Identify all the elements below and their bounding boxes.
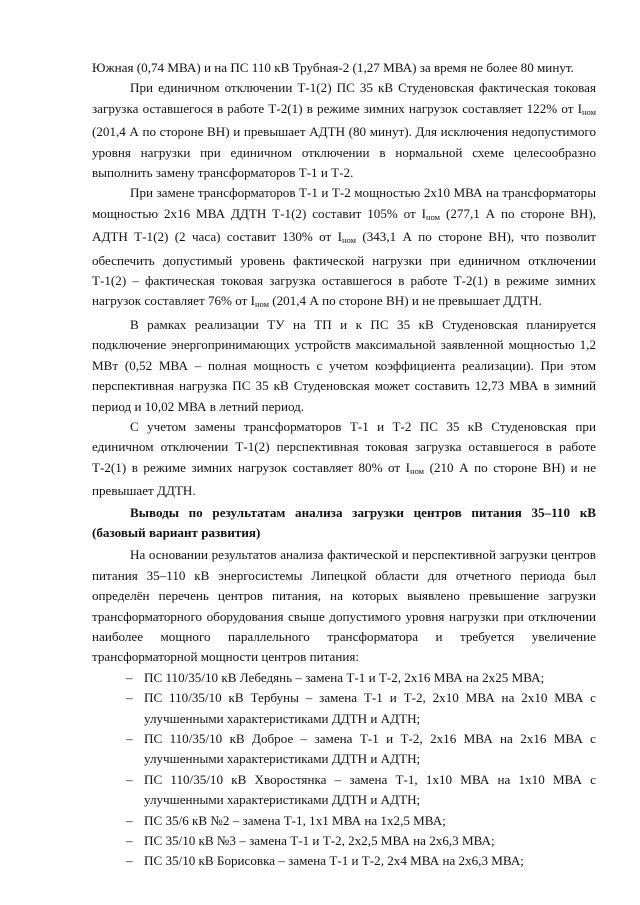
list-dash: – [126, 812, 133, 828]
body-text [92, 58, 596, 502]
paragraph: При замене трансформаторов Т-1 и Т-2 мощностью 2х10 МВА на трансформаторы мощностью 2х16 МВА ДДТН Т-1(2) составит 105% от $I_{ном}$ (277,1 А по стороне ВН), АДТН Т-1(2) (2 часа) составит 130% от $I_{ном}$ (343,1 А по стороне ВН), что позволит обеспечить допустимый уровень фактической нагрузки при единичном отключении Т-1(2) – фактическая токовая загрузка оставшегося в работе Т-2(1) в режиме зимних нагрузок составляет 76% от $I_{ном}$ (201,4 А по стороне ВН) и не превышает ДДТН. [92, 185, 597, 310]
list-item-text: ПС 35/6 кВ №2 – замена Т-1, 1х1 МВА на 1х2,5 МВА; [144, 812, 446, 828]
paragraph: В рамках реализации ТУ на ТП и к ПС 35 кВ Студеновская планируется подключение энергопринимающих устройств максимальной заявленной мощностью 1,2 МВт (0,52 МВА – полная мощность с учетом коэффициента реализации). При этом перспективная нагрузка ПС 35 кВ Студеновская может составить 12,73 МВА в зимний период и 10,02 МВА в летний период. [92, 316, 596, 414]
list-item-text: ПС 35/10 кВ Борисовка – замена Т-1 и Т-2, 2х4 МВА на 2х6,3 МВА; [144, 853, 524, 869]
list-item [92, 729, 596, 770]
list-item-text: ПС 110/35/10 кВ Тербуны – замена Т-1 и Т-2, 2х10 МВА на 2х10 МВА с улучшенными характеристиками ДДТН и АДТН; [144, 690, 596, 726]
intro-paragraph: На основании результатов анализа фактической и перспективной загрузки центров питания 35–110 кВ энергосистемы Липецкой области для отчетного периода был определён перечень центров питания, на которых выявлено превышение загрузки трансформаторного оборудования свыше допустимого уровня нагрузки при отключении наиболее мощного параллельного трансформатора и требуется увеличение трансформаторной мощности центров питания: [92, 547, 596, 665]
list-item [92, 811, 596, 831]
list-dash: – [126, 833, 133, 849]
paragraph: Южная (0,74 МВА) и на ПС 110 кВ Трубная-2 (1,27 МВА) за время не более 80 минут. [92, 60, 574, 75]
list-item-text: ПС 110/35/10 кВ Лебедянь – замена Т-1 и Т-2, 2х16 МВА на 2х25 МВА; [144, 669, 545, 685]
nominal-subscript: ном [426, 211, 441, 222]
list-item-text: ПС 35/10 кВ №3 – замена Т-1 и Т-2, 2х2,5 МВА на 2х6,3 МВА; [144, 833, 495, 849]
list-item [92, 688, 596, 729]
nominal-subscript: ном [341, 235, 356, 246]
list-item [92, 668, 596, 688]
list-item [92, 770, 596, 811]
list-dash: – [126, 731, 133, 746]
nominal-subscript: ном [581, 106, 596, 117]
list-dash: – [126, 669, 133, 685]
nominal-subscript: ном [410, 465, 425, 476]
paragraph: При единичном отключении Т-1(2) ПС 35 кВ Студеновская фактическая токовая загрузка оставшегося в работе Т-2(1) в режиме зимних нагрузок составляет 122% от $I_{ном}$ (201,4 А по стороне ВН) и превышает АДТН (80 минут). Для исключения недопустимого уровня нагрузки при единичном отключении в нормальной схеме целесообразно выполнить замену трансформаторов Т-1 и Т-2. [92, 80, 596, 181]
list-item-text: ПС 110/35/10 кВ Хворостянка – замена Т-1, 1х10 МВА на 1х10 МВА с улучшенными характеристиками ДДТН и АДТН; [144, 771, 596, 808]
paragraph: С учетом замены трансформаторов Т-1 и Т-2 ПС 35 кВ Студеновская при единичном отключении Т-1(2) перспективная токовая загрузка оставшегося в работе Т-2(1) в режиме зимних нагрузок составляет 80% от $I_{ном}$ (210 А по стороне ВН) и не превышает ДДТН. [92, 418, 596, 499]
list-item-text: ПС 110/35/10 кВ Доброе – замена Т-1 и Т-2, 2х16 МВА на 2х16 МВА с улучшенными характеристиками ДДТН и АДТН; [144, 731, 596, 767]
section-heading: Выводы по результатам анализа загрузки центров питания 35–110 кВ (базовый вариант развития) [92, 504, 596, 540]
list-item [92, 851, 596, 871]
nominal-subscript: ном [254, 299, 269, 310]
list-dash: – [126, 853, 133, 869]
substation-list [92, 668, 596, 872]
list-dash: – [126, 690, 133, 706]
list-item [92, 831, 596, 851]
list-dash: – [126, 771, 133, 787]
